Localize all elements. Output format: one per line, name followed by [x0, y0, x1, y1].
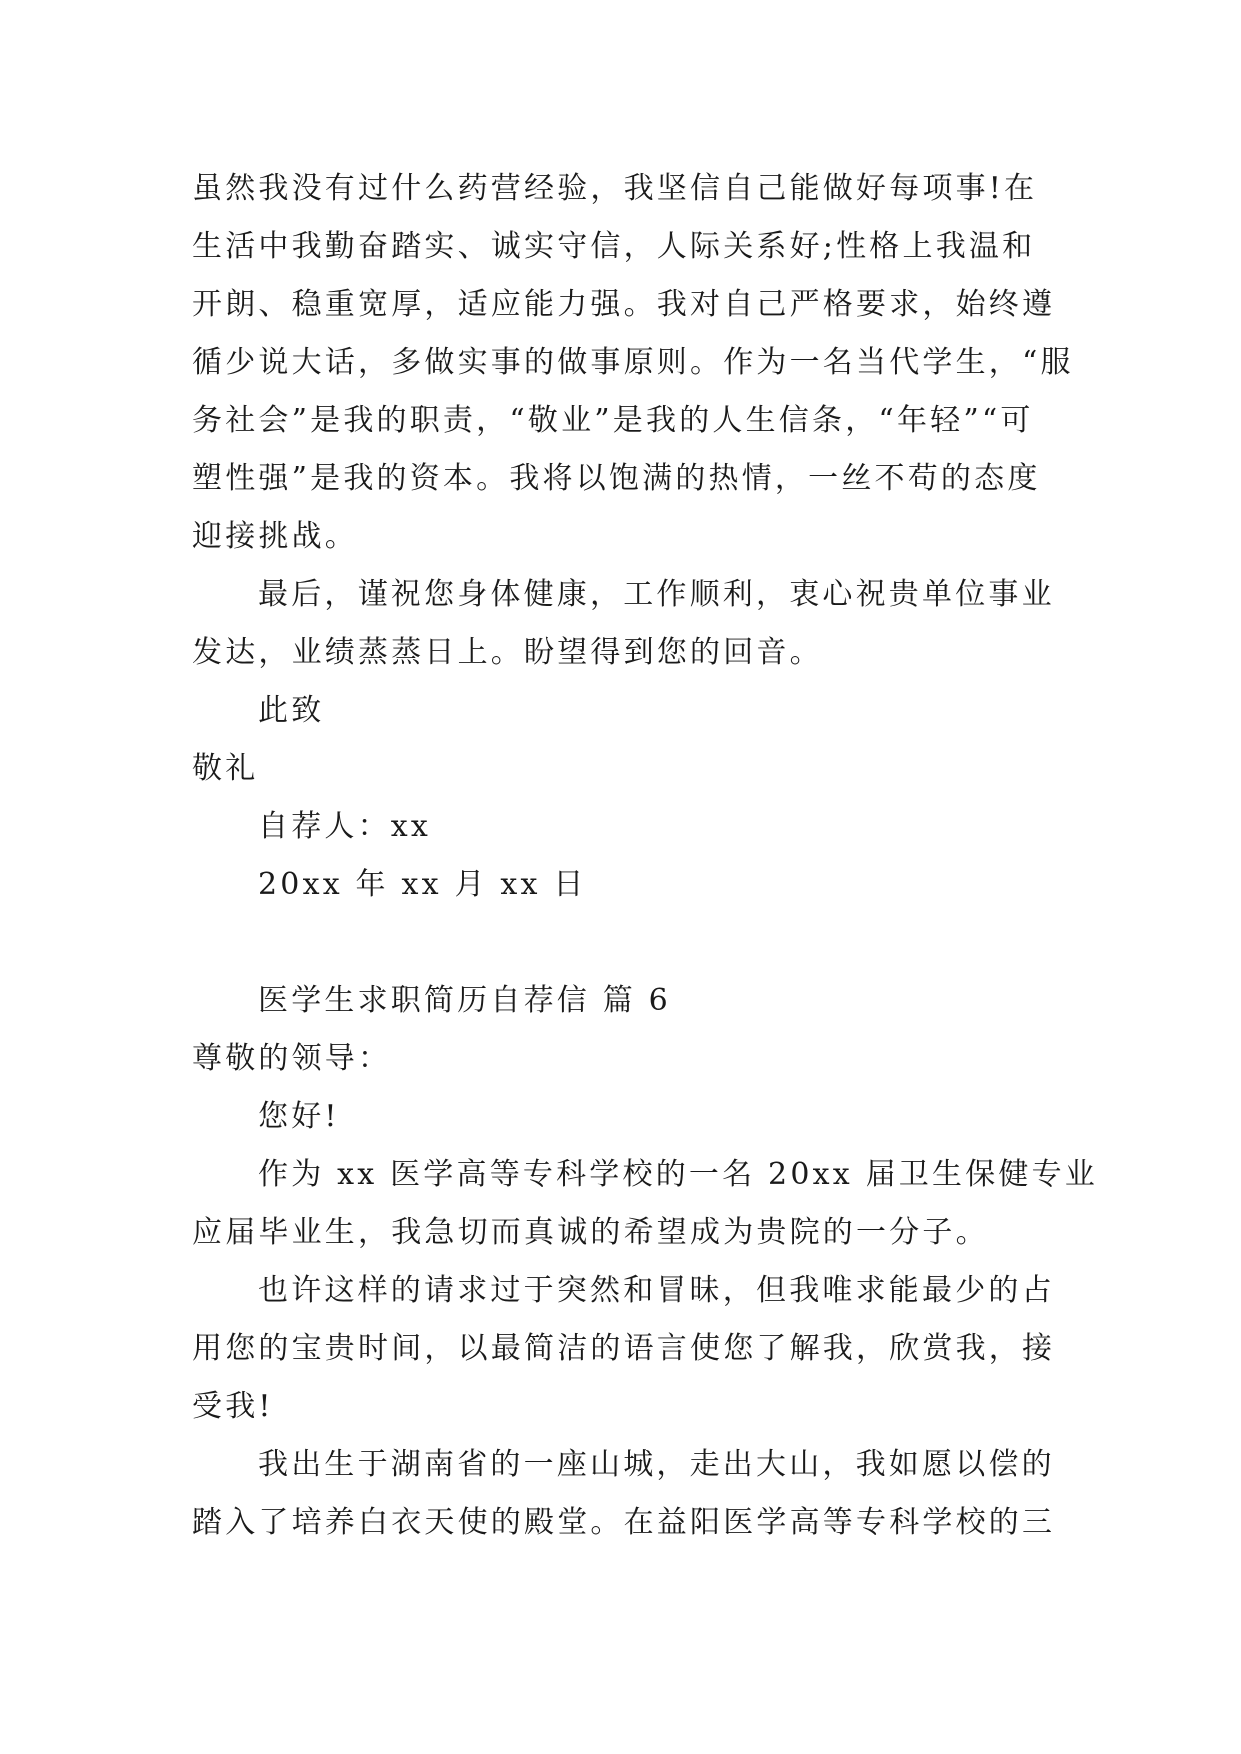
continuation-paragraph [192, 160, 1074, 566]
text-line: 塑性强”是我的资本。我将以饱满的热情，一丝不苟的态度 [192, 461, 1041, 496]
signature: 自荐人：xx [258, 809, 432, 844]
text-line: 我出生于湖南省的一座山城，走出大山，我如愿以偿的 [258, 1447, 1055, 1482]
text-line: 发达，业绩蒸蒸日上。盼望得到您的回音。 [192, 635, 823, 670]
text-line: 务社会”是我的职责，“敬业”是我的人生信条，“年轻”“可 [192, 403, 1034, 438]
text-line: 迎接挑战。 [192, 519, 358, 554]
text-line: 虽然我没有过什么药营经验，我坚信自己能做好每项事!在 [192, 171, 1038, 206]
greeting: 您好! [258, 1099, 340, 1134]
text-line: 受我! [192, 1389, 274, 1424]
text-line: 作为 xx 医学高等专科学校的一名 20xx 届卫生保健专业 [258, 1157, 1098, 1192]
text-line: 踏入了培养白衣天使的殿堂。在益阳医学高等专科学校的三 [192, 1505, 1056, 1540]
document-page [192, 160, 1098, 1552]
salutation: 尊敬的领导： [192, 1041, 392, 1076]
body-paragraph-1 [192, 1146, 1098, 1262]
section-title: 医学生求职简历自荐信 篇 6 [258, 983, 671, 1018]
text-line: 用您的宝贵时间，以最简洁的语言使您了解我，欣赏我，接 [192, 1331, 1056, 1366]
closing-wishes-paragraph [192, 566, 1054, 682]
closing-phrase: 此致 [258, 693, 325, 728]
text-line: 生活中我勤奋踏实、诚实守信，人际关系好;性格上我温和 [192, 229, 1036, 264]
date-line: 20xx 年 xx 月 xx 日 [258, 867, 587, 902]
closing-salute: 敬礼 [192, 751, 259, 786]
text-line: 最后，谨祝您身体健康，工作顺利，衷心祝贵单位事业 [258, 577, 1055, 612]
section-gap [192, 914, 1054, 972]
text-line: 也许这样的请求过于突然和冒昧，但我唯求能最少的占 [258, 1273, 1055, 1308]
text-line: 循少说大话，多做实事的做事原则。作为一名当代学生，“服 [192, 345, 1074, 380]
text-line: 开朗、稳重宽厚，适应能力强。我对自己严格要求，始终遵 [192, 287, 1056, 322]
body-paragraph-2 [192, 1262, 1054, 1436]
body-paragraph-3 [192, 1436, 1054, 1552]
text-line: 应届毕业生，我急切而真诚的希望成为贵院的一分子。 [192, 1215, 989, 1250]
